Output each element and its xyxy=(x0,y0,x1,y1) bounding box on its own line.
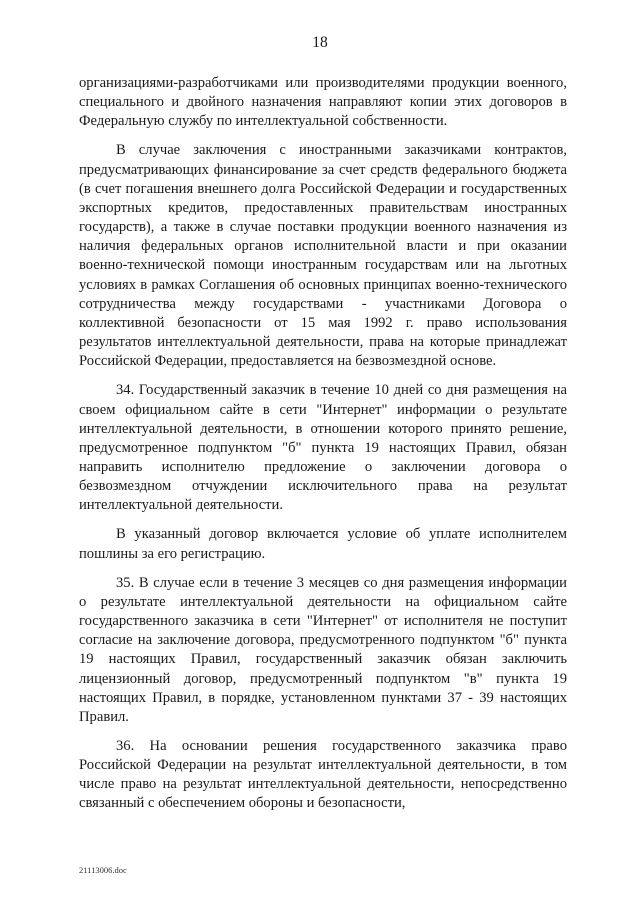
document-body xyxy=(79,74,567,824)
paragraph-foreign-contracts: В случае заключения с иностранными заказчиками контрактов, предусматривающих финансирование за счет средств федерального бюджета (в счет погашения внешнего долга Российской Федерации и государственных экспортных кредитов, предоставленных правительствам иностранных государств), а также в случае поставки продукции военного назначения из наличия федеральных органов исполнительной власти и при оказании военно-технической помощи иностранным государствам или на льготных условиях в рамках Соглашения об основных принципах военно-технического сотрудничества между государствами - участниками Договора о коллективной безопасности от 15 мая 1992 г. право использования результатов интеллектуальной деятельности, права на которые принадлежат Российской Федерации, предоставляется на безвозмездной основе. xyxy=(79,142,567,370)
paragraph-item-34-fee: В указанный договор включается условие об уплате исполнителем пошлины за его регистрацию. xyxy=(79,526,567,562)
paragraph-continued: организациями-разработчиками или производителями продукции военного, специального и двойного назначения направляют копии этих договоров в Федеральную службу по интеллектуальной собственности. xyxy=(79,75,567,130)
paragraph-item-34: 34. Государственный заказчик в течение 10 дней со дня размещения на своем официальном сайте в сети "Интернет" информации о результате интеллектуальной деятельности, в отношении которого принято решение, предусмотренное подпунктом "б" пункта 19 настоящих Правил, обязан направить исполнителю предложение о заключении договора о безвозмездном отчуждении исключительного права на результат интеллектуальной деятельности. xyxy=(79,382,567,514)
document-file-code: 21113006.doc xyxy=(79,865,127,875)
page-number: 18 xyxy=(312,34,328,51)
paragraph-item-36: 36. На основании решения государственного заказчика право Российской Федерации на результат интеллектуальной деятельности, в том числе право на результат интеллектуальной деятельности, непосредственно связанный с обеспечением обороны и безопасности, xyxy=(79,738,567,812)
paragraph-item-35: 35. В случае если в течение 3 месяцев со дня размещения информации о результате интеллектуальной деятельности на официальном сайте государственного заказчика в сети "Интернет" от исполнителя не поступит согласие на заключение договора, предусмотренного подпунктом "б" пункта 19 настоящих Правил, государственный заказчик обязан заключить лицензионный договор, предусмотренный подпунктом "в" пункта 19 настоящих Правил, в порядке, установленном пунктами 37 - 39 настоящих Правил. xyxy=(79,574,567,725)
